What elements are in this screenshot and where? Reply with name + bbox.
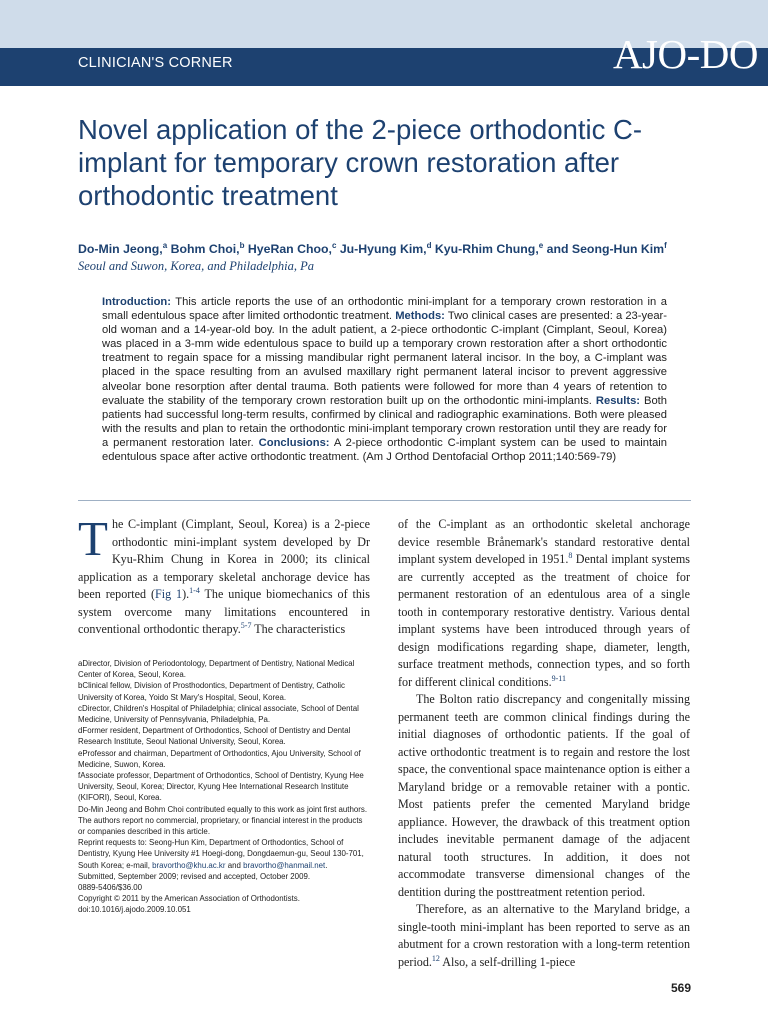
footnote: aDirector, Division of Periodontology, Department of Dentistry, National Medical Center of Korea, Seoul, Korea.: [78, 659, 355, 680]
author-sup: b: [239, 241, 245, 250]
footnote: bClinical fellow, Division of Prosthodontics, Department of Dentistry, Catholic University of Korea, Yoido St Mary's Hospital, Seoul, Korea.: [78, 681, 345, 702]
article-title: Novel application of the 2-piece orthodontic C-implant for temporary crown restoration after orthodontic treatment: [78, 114, 643, 211]
abstract-methods-text: Two clinical cases are presented: a 23-year-old woman and a 14-year-old boy. In the adult patient, a 2-piece orthodontic C-implant (Cimplant, Seoul, Korea) was placed in a 3-mm wide edentulous space to build up a temporary crown restoration after a short orthodontic treatment to regain space for a missing mandibular right permanent lateral incisor. In the boy, a C-implant was placed in the space resulting from an avulsed maxillary right permanent lateral incisor to prevent aggressive alveolar bone resorption after dental trauma. Both patients were followed for more than 4 years of retention to evaluate the stability of the temporary crown restoration built up on the orthodontic mini-implants.: [102, 310, 667, 407]
figure-reference-link[interactable]: Fig 1: [155, 587, 183, 601]
body-text: The characteristics: [251, 622, 346, 636]
page-number: 569: [670, 981, 691, 995]
body-column-left: [78, 511, 370, 639]
footnote-issn: 0889-5406/$36.00: [78, 883, 143, 893]
footnote-doi: doi:10.1016/j.ajodo.2009.10.051: [78, 905, 191, 915]
reprint-text: Reprint requests to: Seong-Hun Kim, Department of Orthodontics, School of Dentistry, Kyung Hee University #1 Hoegi-dong, Dongdaemun-gu, Seoul 130-701, South Korea; e-mail,: [78, 838, 364, 870]
abstract-conclusions-text: A 2-piece orthodontic C-implant system can be used to maintain edentulous space after active orthodontic treatment. (Am J Orthod Dentofacial Orthop 2011;140:569-79): [102, 436, 667, 464]
footnotes: [78, 658, 368, 916]
author-name: Ju-Hyung Kim,: [339, 242, 427, 257]
author-sup: a: [162, 241, 168, 250]
drop-cap: T: [78, 511, 108, 566]
citation-link[interactable]: 9-11: [551, 673, 566, 683]
author-sup: c: [331, 241, 337, 250]
footnote: cDirector, Children's Hospital of Philadelphia; clinical associate, School of Dental Medicine, University of Pennsylvania, Philadelphia, Pa.: [78, 703, 359, 725]
body-text: Also, a self-drilling 1-piece: [439, 954, 576, 969]
author-name: Kyu-Rhim Chung,: [434, 242, 539, 257]
author-name: Do-Min Jeong,: [78, 242, 163, 257]
author-name: Bohm Choi,: [170, 242, 240, 257]
abstract-intro-label: Introduction:: [102, 296, 171, 308]
abstract-results-label: Results:: [595, 394, 641, 407]
citation-link[interactable]: 5-7: [240, 620, 252, 630]
abstract: [102, 295, 667, 464]
author-sup: f: [664, 241, 667, 250]
footnote: eProfessor and chairman, Department of Orthodontics, Ajou University, School of Medicine, Suwon, Korea.: [78, 748, 361, 769]
footnote-conflict: The authors report no commercial, proprietary, or financial interest in the products or companies described in this article.: [78, 815, 363, 837]
body-paragraph: [398, 901, 690, 971]
section-label: CLINICIAN'S CORNER: [78, 55, 233, 71]
footnote-reprint: [78, 837, 368, 871]
citation-link[interactable]: 12: [431, 953, 440, 963]
and-word: and: [227, 860, 241, 870]
period: .: [325, 860, 328, 870]
body-text: Therefore, as an alternative to the Maryland bridge, a single-tooth mini-implant has been reported to serve as an abutment for a crown restoration with a long-term retention period.: [398, 902, 690, 969]
body-column-right: [398, 516, 690, 971]
citation-link[interactable]: 8: [568, 550, 573, 560]
body-text: The unique biomechanics of this system overcome many limitations encountered in conventional orthodontic therapy.: [78, 587, 370, 636]
body-text: ).: [182, 587, 190, 601]
body-paragraph: The Bolton ratio discrepancy and congenitally missing permanent teeth are common clinical findings during the initial diagnoses of orthodontic patients. If the goal of active orthodontic treatment is to regain and restore the lost space, the conventional space maintenance option is either a Maryland bridge or a removable retainer with a pontic. Most patients prefer the cemented Maryland bridge appliance. However, the drawback of this treatment option includes inevitable permanent damage of the adjacent natural tooth structures. In addition, it does not accommodate transverse dimensional changes of the dentition during the posttreatment retention period.: [398, 692, 690, 899]
author-list: [78, 241, 718, 256]
body-text: Dental implant systems are currently accepted as the treatment of choice for permanent restoration of an edentulous area of a single tooth in contemporary restorative dentistry. Various dental implant systems have been introduced through years of design modifications regarding shape, diameter, length, surface treatment methods, connection types, and so forth for different clinical conditions.: [398, 552, 690, 689]
body-text: of the C-implant as an orthodontic skeletal anchorage device resemble Brånemark's standard restorative dental implant system developed in 1951.: [398, 517, 690, 566]
author-sup: d: [426, 241, 432, 250]
body-text: he C-implant (Cimplant, Seoul, Korea) is a 2-piece orthodontic mini-implant system developed by Dr Kyu-Rhim Chung in Korea in 2000; its clinical application as a temporary skeletal anchorage device has been reported (: [78, 517, 370, 601]
abstract-methods-label: Methods:: [395, 310, 445, 323]
citation-link[interactable]: 1-4: [189, 585, 200, 595]
footnote-equal-contribution: Do-Min Jeong and Bohm Choi contributed equally to this work as joint first authors.: [78, 804, 368, 814]
footnote-copyright: Copyright © 2011 by the American Association of Orthodontists.: [78, 894, 300, 904]
body-paragraph: [78, 511, 370, 639]
author-name: HyeRan Choo,: [247, 242, 332, 257]
abstract-intro-text: This article reports the use of an orthodontic mini-implant for a temporary crown restoration in a small edentulous space after limited orthodontic treatment.: [102, 296, 667, 323]
abstract-results-text: Both patients had successful long-term results, confirmed by clinical and radiographic examinations. Both were pleased with the results and plan to retain the orthodontic mini-implant temporary crown restoration until they are ready for a permanent restoration later.: [102, 394, 668, 449]
abstract-conclusions-label: Conclusions:: [258, 436, 330, 449]
email-link[interactable]: bravortho@hanmail.net: [243, 860, 326, 870]
affiliation-line: Seoul and Suwon, Korea, and Philadelphia, Pa: [78, 259, 314, 273]
email-link[interactable]: bravortho@khu.ac.kr: [152, 860, 226, 870]
footnote-submitted: Submitted, September 2009; revised and accepted, October 2009.: [78, 871, 311, 881]
body-paragraph: [398, 516, 690, 691]
author-sup: e: [538, 241, 544, 250]
footnote: fAssociate professor, Department of Orthodontics, School of Dentistry, Kyung Hee University, Seoul, Korea; Director, Kyung Hee International Research Institute (KIFORI), Seoul, Korea.: [78, 771, 364, 803]
author-name: and Seong-Hun Kim: [546, 242, 665, 257]
abstract-divider: [78, 500, 691, 501]
journal-logo: AJO-DO: [612, 31, 758, 77]
footnote: dFormer resident, Department of Orthodontics, School of Dentistry and Dental Research Institute, Seoul National University, Seoul, Korea.: [78, 726, 351, 747]
